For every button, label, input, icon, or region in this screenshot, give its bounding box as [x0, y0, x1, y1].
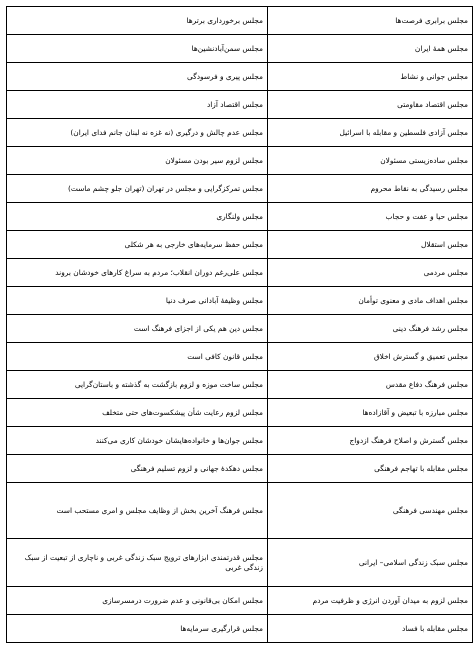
cell-right: مجلس ساده‌زیستی مسئولان — [268, 147, 473, 175]
cell-left: مجلس فرهنگ آخرین بخش از وظایف مجلس و امری مستحب است — [7, 483, 268, 539]
cell-right: مجلس اقتصاد مقاومتی — [268, 91, 473, 119]
cell-right: مجلس مردمی — [268, 259, 473, 287]
table-body — [7, 7, 473, 643]
table-row — [7, 539, 473, 587]
comparison-table — [6, 6, 473, 643]
cell-right: مجلس مقابله با تهاجم فرهنگی — [268, 455, 473, 483]
table-row — [7, 427, 473, 455]
cell-right: مجلس استقلال — [268, 231, 473, 259]
cell-left: مجلس ولنگاری — [7, 203, 268, 231]
cell-right: مجلس سبک زندگی اسلامی– ایرانی — [268, 539, 473, 587]
cell-right: مجلس مقابله با فساد — [268, 615, 473, 643]
cell-left: مجلس دین هم یکی از اجزای فرهنگ است — [7, 315, 268, 343]
cell-left: مجلس پیری و فرسودگی — [7, 63, 268, 91]
table-row — [7, 455, 473, 483]
cell-left: مجلس دهکدهٔ جهانی و لزوم تسلیم فرهنگی — [7, 455, 268, 483]
cell-right: مجلس برابری فرصت‌ها — [268, 7, 473, 35]
cell-left: مجلس عدم چالش و درگیری (نه غزه نه لبنان جانم فدای ایران) — [7, 119, 268, 147]
table-row — [7, 63, 473, 91]
cell-right: مجلس جوانی و نشاط — [268, 63, 473, 91]
cell-left: مجلس ساخت موزه و لزوم بازگشت به گذشته و باستان‌گرایی — [7, 371, 268, 399]
table-row — [7, 231, 473, 259]
cell-right: مجلس تعمیق و گسترش اخلاق — [268, 343, 473, 371]
cell-right: مجلس آزادی فلسطین و مقابله با اسرائیل — [268, 119, 473, 147]
table-row — [7, 91, 473, 119]
cell-left: مجلس اقتصاد آزاد — [7, 91, 268, 119]
table-row — [7, 315, 473, 343]
cell-right: مجلس اهداف مادی و معنوی توأمان — [268, 287, 473, 315]
cell-left: مجلس وظیفهٔ آبادانی صرف دنیا — [7, 287, 268, 315]
table-row — [7, 147, 473, 175]
table-row — [7, 203, 473, 231]
cell-left: مجلس امکان بی‌قانونی و عدم ضرورت درمسر‌سازی — [7, 587, 268, 615]
table-row — [7, 119, 473, 147]
cell-left: مجلس حفظ سرمایه‌های خارجی به هر شکلی — [7, 231, 268, 259]
cell-left: مجلس لزوم سیر بودن مسئولان — [7, 147, 268, 175]
cell-right: مجلس رشد فرهنگ دینی — [268, 315, 473, 343]
table-row — [7, 587, 473, 615]
table-row — [7, 259, 473, 287]
table-row — [7, 483, 473, 539]
cell-left: مجلس برخورداری برترها — [7, 7, 268, 35]
table-row — [7, 615, 473, 643]
cell-left: مجلس قرارگیری سرمایه‌ها — [7, 615, 268, 643]
table-row — [7, 7, 473, 35]
table-row — [7, 175, 473, 203]
cell-right: مجلس لزوم به میدان آوردن انرژی و ظرفیت مردم — [268, 587, 473, 615]
table-row — [7, 287, 473, 315]
cell-right: مجلس فرهنگ دفاع مقدس — [268, 371, 473, 399]
cell-left: مجلس جوان‌ها و خانواده‌هایشان خودشان کاری می‌کنند — [7, 427, 268, 455]
table-row — [7, 399, 473, 427]
table-row — [7, 343, 473, 371]
cell-right: مجلس رسیدگی به نقاط محروم — [268, 175, 473, 203]
cell-right: مجلس حیا و عفت و حجاب — [268, 203, 473, 231]
cell-left: مجلس علی‌رغم دوران انقلاب؛ مردم به سراغ کارهای خودشان بروند — [7, 259, 268, 287]
table-row — [7, 371, 473, 399]
cell-right: مجلس همهٔ ایران — [268, 35, 473, 63]
cell-right: مجلس مهندسی فرهنگی — [268, 483, 473, 539]
cell-right: مجلس مبارزه با تبعیض و آقازاده‌ها — [268, 399, 473, 427]
cell-left: مجلس سمن‌آباد‌نشین‌ها — [7, 35, 268, 63]
cell-left: مجلس قانون کافی است — [7, 343, 268, 371]
cell-left: مجلس لزوم رعایت شأن پیشکسوت‌های حتی متخلف — [7, 399, 268, 427]
cell-right: مجلس گسترش و اصلاح فرهنگ ازدواج — [268, 427, 473, 455]
cell-left: مجلس تمرکزگرایی و مجلس در تهران (تهران جلو چشم ماست) — [7, 175, 268, 203]
cell-left: مجلس قدرتمندی ابزارهای ترویج سبک زندگی غربی و ناچاری از تبعیت از سبک زندگی غربی — [7, 539, 268, 587]
table-row — [7, 35, 473, 63]
